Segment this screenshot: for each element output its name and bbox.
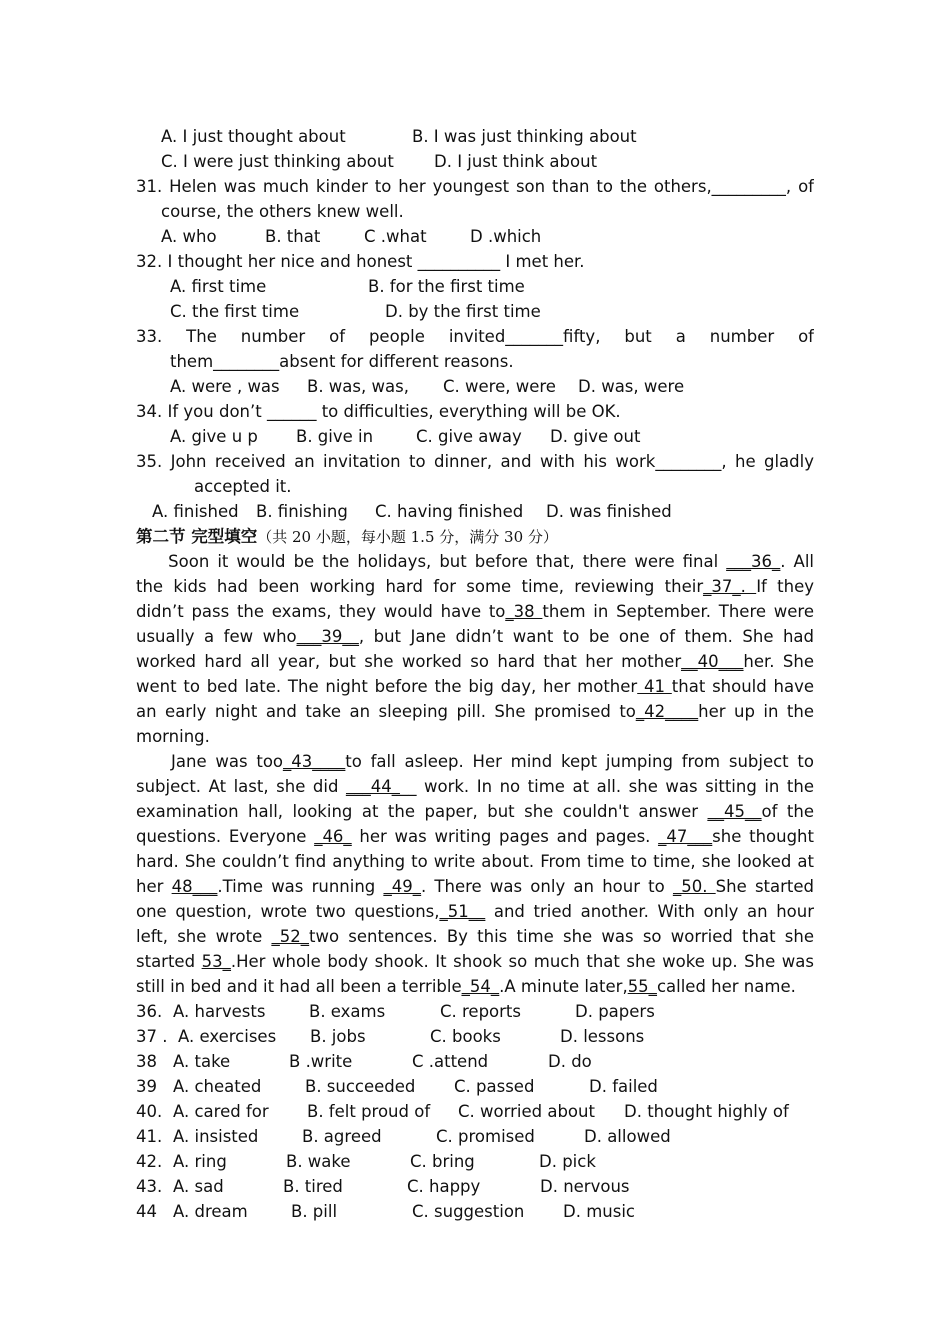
blank-49: _49_ — [383, 877, 421, 896]
option-b: B. jobs — [310, 1027, 366, 1046]
answer-number: 40. — [136, 1102, 163, 1121]
option-c: C .what — [364, 227, 427, 246]
option-b: B. for the first time — [368, 277, 525, 296]
answer-number: 36. — [136, 1002, 163, 1021]
question-30-options-row1 — [136, 124, 814, 149]
answer-row — [136, 1199, 814, 1224]
option-b: B. agreed — [302, 1127, 382, 1146]
option-d: D. nervous — [540, 1177, 630, 1196]
option-c: C. worried about — [458, 1102, 595, 1121]
question-31-stem-cont: course, the others knew well. — [161, 202, 404, 221]
blank-40: __40___ — [681, 652, 744, 671]
question-33-options — [136, 374, 814, 399]
answer-row — [136, 1074, 814, 1099]
option-a: A. cheated — [173, 1077, 262, 1096]
answer-row — [136, 1174, 814, 1199]
passage-line: started 53_.Her whole body shook. It shook so much that she woke up. She was — [136, 952, 814, 971]
question-33-stem-cont: them________absent for different reasons. — [170, 352, 514, 371]
option-a: A. who — [161, 227, 217, 246]
blank-55: 55_ — [627, 977, 657, 996]
blank-39: ___39__ — [296, 627, 359, 646]
answer-row — [136, 1149, 814, 1174]
passage-line: didn’t pass the exams, they would have to_38 them in September. There were — [136, 602, 814, 621]
passage-line: went to bed late. The night before the big day, her mother 41 that should have — [136, 677, 814, 696]
question-31-options — [136, 224, 814, 249]
option-b: B. give in — [296, 427, 374, 446]
passage-line: her 48___.Time was running _49_. There was only an hour to _50. She started — [136, 877, 814, 896]
passage-line: subject. At last, she did ___44___ work. In no time at all. she was sitting in the — [136, 777, 814, 796]
blank-47: _47___ — [658, 827, 713, 846]
question-30-options-row2 — [136, 149, 814, 174]
option-a: A. first time — [170, 277, 267, 296]
option-a: A. insisted — [173, 1127, 259, 1146]
blank-36: ___36_ — [726, 552, 781, 571]
blank-51: _51__ — [439, 902, 486, 921]
passage-line: an early night and take an sleeping pill. She promised to_42____her up in the — [136, 702, 814, 721]
option-c: C. give away — [416, 427, 522, 446]
option-a: A. give u p — [170, 427, 258, 446]
passage-line: worked hard all year, but she worked so hard that her mother__40___her. She — [136, 652, 814, 671]
passage-line: morning. — [136, 727, 210, 746]
blank-45: __45__ — [707, 802, 762, 821]
option-b: B. I was just thinking about — [412, 127, 637, 146]
blank-53: 53_ — [201, 952, 231, 971]
option-d: D. I just think about — [434, 152, 598, 171]
option-b: B. pill — [291, 1202, 338, 1221]
option-a: A. I just thought about — [161, 127, 346, 146]
section-heading — [136, 524, 814, 549]
option-a: A. sad — [173, 1177, 224, 1196]
option-c: C. were, were — [443, 377, 556, 396]
answer-number: 37 . — [136, 1027, 168, 1046]
section-note: （共 20 小题，每小题 1.5 分，满分 30 分） — [257, 528, 558, 546]
option-a: A. finished — [152, 502, 239, 521]
question-31-stem: 31. Helen was much kinder to her youngest son than to the others,_________, of — [136, 177, 814, 196]
option-c: C. having finished — [375, 502, 524, 521]
option-d: D. papers — [575, 1002, 655, 1021]
option-b: B. wake — [286, 1152, 351, 1171]
option-c: C. passed — [454, 1077, 535, 1096]
option-d: D. was, were — [578, 377, 685, 396]
answer-number: 41. — [136, 1127, 163, 1146]
option-b: B. tired — [283, 1177, 343, 1196]
option-d: D. by the first time — [385, 302, 541, 321]
option-c: C. the first time — [170, 302, 300, 321]
option-c: C. promised — [436, 1127, 535, 1146]
answer-number: 38 — [136, 1052, 157, 1071]
blank-44: ___44_ — [345, 777, 400, 796]
question-35-options — [136, 499, 814, 524]
option-b: B. finishing — [256, 502, 348, 521]
answer-row — [136, 1049, 814, 1074]
option-b: B. succeeded — [305, 1077, 416, 1096]
answer-number: 39 — [136, 1077, 157, 1096]
passage-line: Jane was too_43____to fall asleep. Her mind kept jumping from subject to — [136, 752, 814, 771]
blank-43: _43____ — [283, 752, 346, 771]
option-b: B. exams — [309, 1002, 386, 1021]
question-32-options-row2 — [136, 299, 814, 324]
option-b: B. felt proud of — [307, 1102, 431, 1121]
blank-50: _50. — [672, 877, 716, 896]
option-a: A. harvests — [173, 1002, 266, 1021]
blank-54: _54_ — [461, 977, 500, 996]
option-c: C. suggestion — [412, 1202, 525, 1221]
option-d: D. failed — [589, 1077, 658, 1096]
answer-number: 44 — [136, 1202, 157, 1221]
blank-38: _38 — [505, 602, 543, 621]
option-d: D. thought highly of — [624, 1102, 789, 1121]
question-34-options — [136, 424, 814, 449]
option-d: D. pick — [539, 1152, 596, 1171]
passage-line: examination hall, looking at the paper, but she couldn't answer __45__of the — [136, 802, 814, 821]
passage-line: still in bed and it had all been a terrible_54_.A minute later,55_called her name. — [136, 977, 796, 996]
option-c: C. happy — [407, 1177, 481, 1196]
question-35-stem: 35. John received an invitation to dinner, and with his work________, he gladly — [136, 452, 814, 471]
option-d: D. music — [563, 1202, 635, 1221]
question-32-stem: 32. I thought her nice and honest __________ I met her. — [136, 252, 585, 271]
answer-row — [136, 999, 814, 1024]
option-a: A. were , was — [170, 377, 280, 396]
option-c: C. reports — [440, 1002, 522, 1021]
option-a: A. exercises — [178, 1027, 277, 1046]
section-title: 第二节 完型填空 — [136, 527, 258, 546]
option-b: B. that — [265, 227, 321, 246]
answer-row — [136, 1024, 814, 1049]
answer-number: 42. — [136, 1152, 163, 1171]
option-c: C. bring — [410, 1152, 475, 1171]
blank-42: _42____ — [635, 702, 699, 721]
option-a: A. dream — [173, 1202, 248, 1221]
option-b: B .write — [289, 1052, 353, 1071]
question-32-options-row1 — [136, 274, 814, 299]
blank-41: 41 — [637, 677, 672, 696]
passage-line: usually a few who___39__, but Jane didn’t want to be one of them. She had — [136, 627, 814, 646]
option-d: D. do — [548, 1052, 592, 1071]
passage-line: the kids had been working hard for some time, reviewing their_37_. If they — [136, 577, 814, 596]
blank-37: _37_. — [703, 577, 757, 596]
option-a: A. cared for — [173, 1102, 269, 1121]
blank-48: 48___ — [171, 877, 218, 896]
blank-52: _52_ — [271, 927, 309, 946]
option-d: D. give out — [550, 427, 641, 446]
option-d: D. lessons — [560, 1027, 645, 1046]
option-c: C. I were just thinking about — [161, 152, 394, 171]
blank-46: _46_ — [314, 827, 352, 846]
passage-line: one question, wrote two questions,_51__ and tried another. With only an hour — [136, 902, 814, 921]
question-34-stem: 34. If you don’t ______ to difficulties, everything will be OK. — [136, 402, 621, 421]
answer-row — [136, 1124, 814, 1149]
question-35-stem-cont: accepted it. — [194, 477, 292, 496]
option-d: D .which — [470, 227, 542, 246]
question-33-stem: 33. The number of people invited_______fifty, but a number of — [136, 327, 814, 346]
answer-number: 43. — [136, 1177, 163, 1196]
passage-line: questions. Everyone _46_ her was writing pages and pages. _47___she thought — [136, 827, 814, 846]
passage-line: hard. She couldn’t find anything to write about. From time to time, she looked at — [136, 852, 814, 871]
option-b: B. was, was, — [307, 377, 409, 396]
option-a: A. ring — [173, 1152, 227, 1171]
passage-line: Soon it would be the holidays, but before that, there were final ___36_. All — [136, 552, 814, 571]
option-a: A. take — [173, 1052, 231, 1071]
option-c: C. books — [430, 1027, 501, 1046]
answer-row — [136, 1099, 814, 1124]
option-d: D. allowed — [584, 1127, 671, 1146]
option-c: C .attend — [412, 1052, 489, 1071]
passage-line: left, she wrote _52_two sentences. By this time she was so worried that she — [136, 927, 814, 946]
option-d: D. was finished — [546, 502, 672, 521]
